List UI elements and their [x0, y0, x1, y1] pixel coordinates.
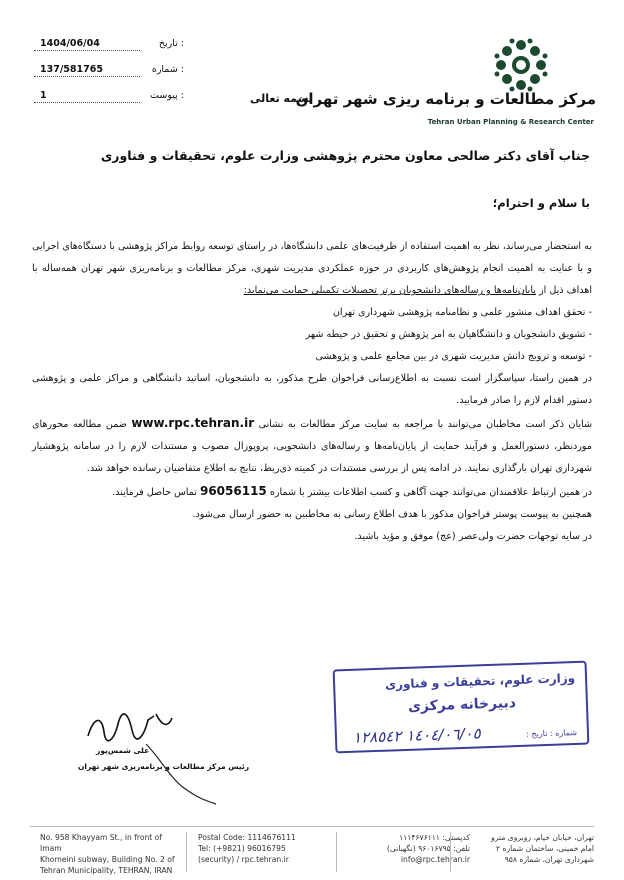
- footer-address-fa-line: امام خمینی، ساختمان شماره ۲: [495, 844, 594, 853]
- footer-postal-fa: کدپستی: ۱۱۱۴۶۷۶۱۱۱: [399, 833, 470, 842]
- addressee: جناب آقای دکتر صالحی معاون محترم پژوهشی وزارت علوم، تحقیقات و فناوری: [100, 148, 590, 163]
- number-label: شماره :: [151, 64, 184, 75]
- footer-separator: [336, 832, 337, 872]
- receipt-stamp: [333, 661, 590, 754]
- bullet-2: - تشویق دانشجویان و دانشگاهیان به امر پژوهش و تحقیق در حیطه شهر: [305, 329, 592, 340]
- stamp-secretariat: دبیرخانه مرکزی: [407, 695, 517, 715]
- number-value: 137/581765: [40, 64, 103, 75]
- number-row: [34, 64, 184, 90]
- footer-address-en-line: No. 958 Khayyam St., in front of Imam: [40, 833, 163, 853]
- date-value: 1404/06/04: [40, 38, 100, 49]
- footer-tel-fa: تلفن: ۹۶۰۱۶۷۹۵ (نگهبانی): [386, 844, 470, 853]
- phone-number: 96056115: [199, 484, 267, 498]
- footer-web-fa: info@rpc.tehran.ir: [400, 855, 470, 864]
- tree-logo-icon: [492, 36, 550, 94]
- paragraph-1: [32, 236, 592, 302]
- closing: در سایه توجهات حضرت ولی‌عصر (عج) موفق و مؤید باشید.: [354, 531, 592, 542]
- footer-contact-en: [198, 832, 328, 865]
- paragraph-1-underlined: پایان‌نامه‌ها و رساله‌های دانشجویان برتر تحصیلات تکمیلی حمایت می‌نماید:: [243, 285, 536, 296]
- date-row: [34, 38, 184, 64]
- letter-body: [32, 236, 592, 548]
- footer-separator: [450, 832, 451, 872]
- signer-title: رئیس مرکز مطالعات و برنامه‌ریزی شهر تهران: [78, 762, 250, 771]
- attachment-label: پیوست :: [150, 90, 184, 101]
- footer-postal-en: Postal Code: 1114676111: [198, 833, 296, 842]
- logo-name-fa: مرکز مطالعات و برنامه ریزی شهر تهران: [295, 90, 596, 108]
- signature-scribble-icon: [140, 738, 220, 808]
- letter-meta: [34, 38, 184, 116]
- stamp-fields: شماره : تاریخ :: [526, 727, 578, 739]
- paragraph-4: [32, 480, 592, 504]
- footer: [30, 830, 594, 874]
- attachment-row: [34, 90, 184, 116]
- paragraph-4-text-a: در همین ارتباط علاقمندان می‌توانند جهت آگاهی و کسب اطلاعات بیشتر با شماره: [269, 487, 592, 498]
- footer-divider: [30, 826, 594, 827]
- footer-web-en: (security) / rpc.tehran.ir: [198, 855, 289, 864]
- number-line: [34, 76, 140, 77]
- stamp-handwritten: ١٤٠٤/٠٦/٠٥ ١٢٨٥٤٢: [352, 724, 481, 747]
- bullet-3: - توسعه و ترویج دانش مدیریت شهری در بین مجامع علمی و پژوهشی: [315, 351, 592, 362]
- footer-address-en: [40, 832, 180, 876]
- logo-name-en: Tehran Urban Planning & Research Center: [427, 118, 594, 126]
- bullet-1: - تحقق اهداف منشور علمی و نظامنامه پژوهشی شهرداری تهران: [332, 307, 592, 318]
- date-line: [34, 50, 140, 51]
- footer-address-fa-line: تهران، خیابان خیام، روبروی مترو: [491, 833, 594, 842]
- footer-address-fa-line: شهرداری تهران، شماره ۹۵۸: [504, 855, 594, 864]
- attachment-line: [34, 102, 140, 103]
- stamp-ministry: وزارت علوم، تحقیقات و فناوری: [384, 671, 576, 692]
- footer-address-fa: [454, 832, 594, 865]
- footer-address-en-line: Khomeini subway, Building No. 2 of: [40, 855, 175, 864]
- paragraph-4-text-b: تماس حاصل فرمایند.: [112, 487, 197, 498]
- signer-name: علی شمس‌پور: [96, 746, 150, 755]
- paragraph-1-text: به استحضار می‌رساند، نظر به اهمیت استفاده از ظرفیت‌های علمی دانشگاه‌ها، در راستای توسعه روابط مراکز پژوهشی با دستگاه‌های اجرایی و با عنایت به اهمیت انجام پژوهش‌های کاربردی در حوزه عملکردی مدیریت شهری، مرکز مطالعات و برنامه‌ریزی شهر تهران همه‌ساله با اهداف ذیل از: [32, 241, 592, 296]
- attachment-value: 1: [40, 90, 47, 101]
- footer-contact-fa: [350, 832, 470, 865]
- paragraph-5: همچنین به پیوست پوستر فراخوان مذکور با هدف اطلاع رسانی به مخاطبین به حضور ارسال می‌شود.: [192, 509, 592, 520]
- greeting: با سلام و احترام؛: [492, 196, 590, 210]
- besmellah: بسمه تعالی: [250, 92, 313, 105]
- footer-separator: [186, 832, 187, 872]
- footer-tel-en: Tel: (+9821) 96016795: [198, 844, 286, 853]
- paragraph-3-text-a: شایان ذکر است مخاطبان می‌توانند با مراجعه به سایت مرکز مطالعات به نشانی: [258, 419, 592, 430]
- website-link[interactable]: www.rpc.tehran.ir: [131, 416, 255, 430]
- paragraph-3: [32, 412, 592, 480]
- footer-address-en-line: Tehran Municipality, TEHRAN, IRAN: [40, 866, 173, 875]
- date-label: تاریخ :: [158, 38, 184, 49]
- paragraph-3-text-b: ضمن مطالعه محورهای موردنظر، دستورالعمل و فرآیند حمایت از پایان‌نامه‌ها و رساله‌های دانشجویی، پروپوزال مصوب و مستندات لازم را در سامانه پژوهشیار شهرداری تهران بارگذاری نمایند. در ادامه پس از بررسی مستندات در کمیته ذی‌ربط، نتایج به اطلاع متقاضیان رسانده خواهد شد.: [32, 419, 592, 474]
- paragraph-2: در همین راستا، سپاسگزار است نسبت به اطلاع‌رسانی فراخوان طرح مذکور، به دانشجویان، اساتید دانشگاهی و مراکز علمی و پژوهشی دستور اقدام لازم را صادر فرمایید.: [32, 373, 592, 406]
